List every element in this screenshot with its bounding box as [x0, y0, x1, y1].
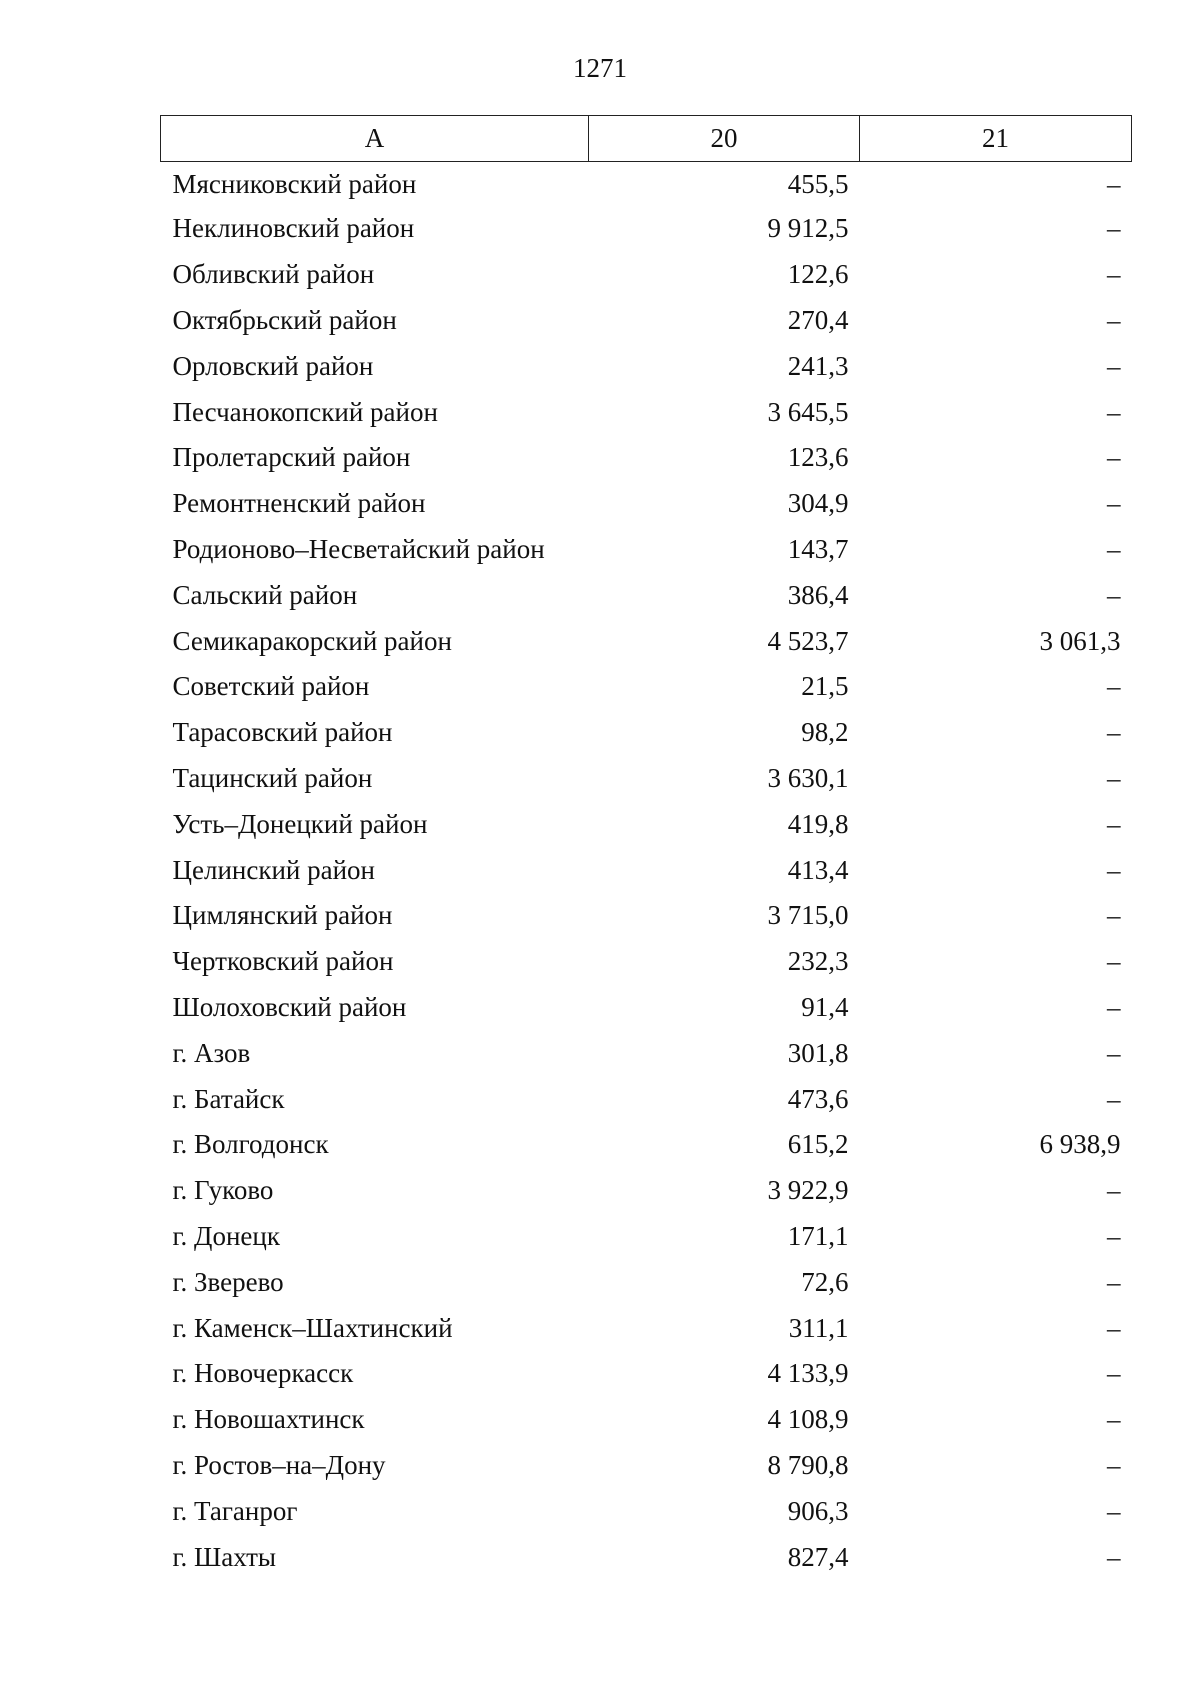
row-col-21-cell: –	[1107, 259, 1121, 290]
row-col-20-cell: 241,3	[787, 350, 849, 381]
row-name-cell: Советский район	[172, 671, 370, 702]
row-col-21-cell: –	[1107, 168, 1121, 199]
table-row	[161, 756, 1132, 802]
row-col-21-cell: –	[1107, 808, 1121, 839]
row-col-21-cell: –	[1107, 1266, 1121, 1297]
row-name-cell: Шолоховский район	[172, 991, 407, 1022]
table-row	[161, 389, 1132, 435]
row-col-21-cell: –	[1107, 396, 1121, 427]
row-name-cell: г. Волгодонск	[172, 1129, 329, 1160]
row-name-cell: Родионово–Несветайский район	[172, 533, 545, 564]
row-col-21-cell: –	[1107, 304, 1121, 335]
row-col-20-cell: 8 790,8	[767, 1449, 849, 1480]
table-header	[161, 116, 1132, 162]
row-col-21-cell: –	[1107, 488, 1121, 519]
row-col-21-cell: –	[1107, 1541, 1121, 1572]
table-row	[161, 1030, 1132, 1076]
row-col-20-cell: 123,6	[787, 442, 849, 473]
row-name-cell: г. Зверево	[172, 1266, 284, 1297]
row-col-21-cell: –	[1107, 1037, 1121, 1068]
table-row	[161, 1443, 1132, 1489]
row-col-20-cell: 413,4	[787, 854, 849, 885]
row-name-cell: Усть–Донецкий район	[172, 808, 428, 839]
table-row	[161, 1351, 1132, 1397]
table-row	[161, 1534, 1132, 1580]
header-col-20: 20	[589, 116, 860, 162]
row-col-20-cell: 21,5	[801, 671, 849, 702]
row-name-cell: Семикаракорский район	[172, 625, 452, 656]
row-col-20-cell: 3 645,5	[767, 396, 849, 427]
row-name-cell: Орловский район	[172, 350, 374, 381]
row-col-20-cell: 386,4	[787, 579, 849, 610]
row-col-21-cell: –	[1107, 762, 1121, 793]
row-col-20-cell: 304,9	[787, 488, 849, 519]
row-col-20-cell: 906,3	[787, 1495, 849, 1526]
table-row	[161, 1488, 1132, 1534]
row-col-21-cell: –	[1107, 900, 1121, 931]
row-name-cell: Целинский район	[172, 854, 375, 885]
table-row	[161, 252, 1132, 298]
table-row	[161, 939, 1132, 985]
header-col-a: А	[161, 116, 589, 162]
table-row	[161, 1397, 1132, 1443]
row-col-21-cell: –	[1107, 1175, 1121, 1206]
table-row	[161, 893, 1132, 939]
table-row	[161, 664, 1132, 710]
row-name-cell: Тацинский район	[172, 762, 373, 793]
table-row	[161, 1076, 1132, 1122]
row-col-21-cell: –	[1107, 533, 1121, 564]
row-col-20-cell: 171,1	[787, 1220, 849, 1251]
row-col-20-cell: 4 523,7	[767, 625, 849, 656]
row-col-20-cell: 232,3	[787, 946, 849, 977]
row-col-20-cell: 3 630,1	[767, 762, 849, 793]
row-col-20-cell: 9 912,5	[767, 213, 849, 244]
row-col-20-cell: 4 133,9	[767, 1358, 849, 1389]
row-col-21-cell: –	[1107, 442, 1121, 473]
table-row	[161, 572, 1132, 618]
row-col-20-cell: 301,8	[787, 1037, 849, 1068]
row-col-21-cell: 6 938,9	[1039, 1129, 1121, 1160]
table-row	[161, 847, 1132, 893]
row-name-cell: г. Новошахтинск	[172, 1404, 365, 1435]
row-name-cell: г. Донецк	[172, 1220, 280, 1251]
row-name-cell: Цимлянский район	[172, 900, 393, 931]
row-name-cell: г. Каменск–Шахтинский	[172, 1312, 453, 1343]
row-col-20-cell: 615,2	[787, 1129, 849, 1160]
row-col-20-cell: 473,6	[787, 1083, 849, 1114]
data-table	[160, 115, 1132, 1580]
row-col-21-cell: –	[1107, 1220, 1121, 1251]
table-row	[161, 343, 1132, 389]
row-name-cell: г. Новочеркасск	[172, 1358, 354, 1389]
row-col-21-cell: 3 061,3	[1039, 625, 1121, 656]
table-row	[161, 1168, 1132, 1214]
row-name-cell: Песчанокопский район	[172, 396, 438, 427]
header-row	[161, 116, 1132, 162]
row-name-cell: Октябрьский район	[172, 304, 397, 335]
row-col-21-cell: –	[1107, 350, 1121, 381]
row-col-21-cell: –	[1107, 717, 1121, 748]
table-row	[161, 298, 1132, 344]
table-row	[161, 435, 1132, 481]
row-name-cell: г. Таганрог	[172, 1495, 298, 1526]
table-row	[161, 1122, 1132, 1168]
row-name-cell: Обливский район	[172, 259, 375, 290]
row-name-cell: Сальский район	[172, 579, 358, 610]
row-col-21-cell: –	[1107, 1312, 1121, 1343]
table-row	[161, 618, 1132, 664]
row-col-20-cell: 827,4	[787, 1541, 849, 1572]
row-col-21-cell: –	[1107, 671, 1121, 702]
row-col-20-cell: 143,7	[787, 533, 849, 564]
table-row	[161, 206, 1132, 252]
row-col-21-cell: –	[1107, 1449, 1121, 1480]
row-col-20-cell: 3 922,9	[767, 1175, 849, 1206]
row-col-21-cell: –	[1107, 854, 1121, 885]
row-name-cell: Чертковский район	[172, 946, 394, 977]
row-col-20-cell: 270,4	[787, 304, 849, 335]
table-body	[161, 162, 1132, 1580]
table-row	[161, 710, 1132, 756]
row-col-20-cell: 98,2	[801, 717, 849, 748]
table-row	[161, 1259, 1132, 1305]
row-col-21-cell: –	[1107, 1083, 1121, 1114]
row-name-cell: Мясниковский район	[172, 168, 417, 199]
table-row	[161, 527, 1132, 573]
page-number: 1271	[573, 53, 627, 83]
row-col-20-cell: 4 108,9	[767, 1404, 849, 1435]
table-row	[161, 801, 1132, 847]
row-name-cell: г. Шахты	[172, 1541, 277, 1572]
row-col-21-cell: –	[1107, 1358, 1121, 1389]
row-name-cell: Тарасовский район	[172, 717, 393, 748]
header-col-21: 21	[860, 116, 1132, 162]
row-col-20-cell: 91,4	[801, 991, 849, 1022]
row-col-21-cell: –	[1107, 579, 1121, 610]
row-col-21-cell: –	[1107, 1404, 1121, 1435]
row-col-20-cell: 311,1	[788, 1312, 849, 1343]
row-col-20-cell: 122,6	[787, 259, 849, 290]
row-name-cell: Ремонтненский район	[172, 488, 426, 519]
row-name-cell: г. Гуково	[172, 1175, 274, 1206]
row-col-21-cell: –	[1107, 213, 1121, 244]
row-col-20-cell: 419,8	[787, 808, 849, 839]
table-row	[161, 1305, 1132, 1351]
row-name-cell: Неклиновский район	[172, 213, 415, 244]
row-name-cell: г. Батайск	[172, 1083, 285, 1114]
row-col-20-cell: 3 715,0	[767, 900, 849, 931]
row-col-21-cell: –	[1107, 946, 1121, 977]
row-name-cell: г. Ростов–на–Дону	[172, 1449, 386, 1480]
row-col-21-cell: –	[1107, 991, 1121, 1022]
row-name-cell: г. Азов	[172, 1037, 251, 1068]
table-row	[161, 481, 1132, 527]
row-name-cell: Пролетарский район	[172, 442, 411, 473]
table-row	[161, 1214, 1132, 1260]
row-col-21-cell: –	[1107, 1495, 1121, 1526]
table-row	[161, 162, 1132, 207]
row-col-20-cell: 72,6	[801, 1266, 849, 1297]
row-col-20-cell: 455,5	[787, 168, 849, 199]
table-row	[161, 985, 1132, 1031]
